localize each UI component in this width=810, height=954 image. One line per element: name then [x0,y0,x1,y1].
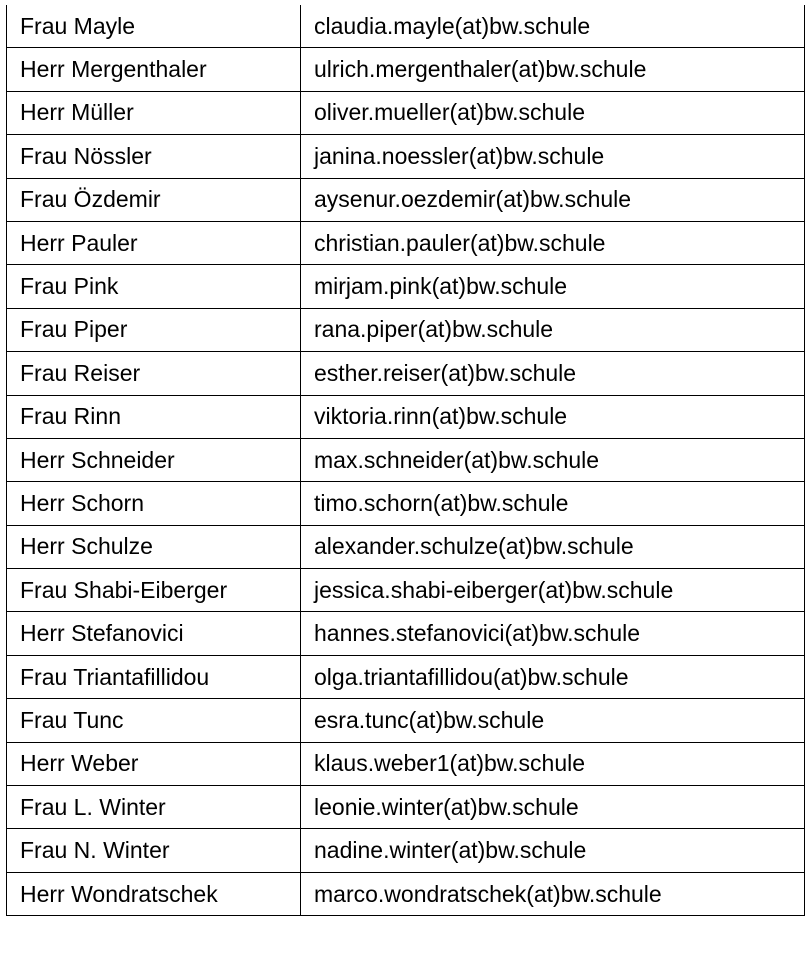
contact-email-cell: esra.tunc(at)bw.schule [301,699,805,742]
contact-email-cell: alexander.schulze(at)bw.schule [301,525,805,568]
table-row [7,569,805,612]
table-row [7,525,805,568]
contact-name-cell: Frau Piper [7,308,301,351]
contact-email-cell: jessica.shabi-eiberger(at)bw.schule [301,569,805,612]
table-row [7,48,805,91]
contact-name-cell: Frau Özdemir [7,178,301,221]
contact-email-cell: marco.wondratschek(at)bw.schule [301,872,805,915]
table-row [7,829,805,872]
contact-email-cell: viktoria.rinn(at)bw.schule [301,395,805,438]
contact-email-cell: timo.schorn(at)bw.schule [301,482,805,525]
contact-email-cell: janina.noessler(at)bw.schule [301,135,805,178]
contact-email-cell: aysenur.oezdemir(at)bw.schule [301,178,805,221]
contact-name-cell: Frau Rinn [7,395,301,438]
contact-email-cell: nadine.winter(at)bw.schule [301,829,805,872]
contact-table-body [7,5,805,916]
contact-email-cell: leonie.winter(at)bw.schule [301,786,805,829]
contact-name-cell: Herr Wondratschek [7,872,301,915]
contact-email-cell: max.schneider(at)bw.schule [301,438,805,481]
contact-name-cell: Frau Pink [7,265,301,308]
contact-email-cell: hannes.stefanovici(at)bw.schule [301,612,805,655]
contact-table [6,5,805,916]
table-row [7,265,805,308]
contact-name-cell: Frau Shabi-Eiberger [7,569,301,612]
contact-name-cell: Frau L. Winter [7,786,301,829]
contact-name-cell: Herr Schorn [7,482,301,525]
table-row [7,655,805,698]
table-row [7,135,805,178]
table-row [7,612,805,655]
contact-email-cell: claudia.mayle(at)bw.schule [301,5,805,48]
contact-email-cell: christian.pauler(at)bw.schule [301,221,805,264]
table-row [7,872,805,915]
table-row [7,438,805,481]
contact-name-cell: Herr Schulze [7,525,301,568]
contact-name-cell: Herr Pauler [7,221,301,264]
contact-email-cell: mirjam.pink(at)bw.schule [301,265,805,308]
contact-email-cell: esther.reiser(at)bw.schule [301,352,805,395]
contact-name-cell: Frau Reiser [7,352,301,395]
contact-name-cell: Herr Müller [7,91,301,134]
contact-email-cell: oliver.mueller(at)bw.schule [301,91,805,134]
contact-name-cell: Frau Triantafillidou [7,655,301,698]
table-row [7,308,805,351]
contact-name-cell: Herr Weber [7,742,301,785]
contact-name-cell: Herr Schneider [7,438,301,481]
table-row [7,221,805,264]
table-row [7,395,805,438]
contact-name-cell: Herr Mergenthaler [7,48,301,91]
table-row [7,5,805,48]
table-row [7,91,805,134]
contact-name-cell: Herr Stefanovici [7,612,301,655]
table-row [7,178,805,221]
contact-email-cell: ulrich.mergenthaler(at)bw.schule [301,48,805,91]
contact-name-cell: Frau Tunc [7,699,301,742]
contact-email-cell: olga.triantafillidou(at)bw.schule [301,655,805,698]
table-row [7,352,805,395]
table-row [7,482,805,525]
contact-name-cell: Frau Nössler [7,135,301,178]
table-row [7,699,805,742]
contact-email-cell: klaus.weber1(at)bw.schule [301,742,805,785]
contact-email-cell: rana.piper(at)bw.schule [301,308,805,351]
contact-name-cell: Frau N. Winter [7,829,301,872]
table-row [7,742,805,785]
contact-name-cell: Frau Mayle [7,5,301,48]
table-row [7,786,805,829]
